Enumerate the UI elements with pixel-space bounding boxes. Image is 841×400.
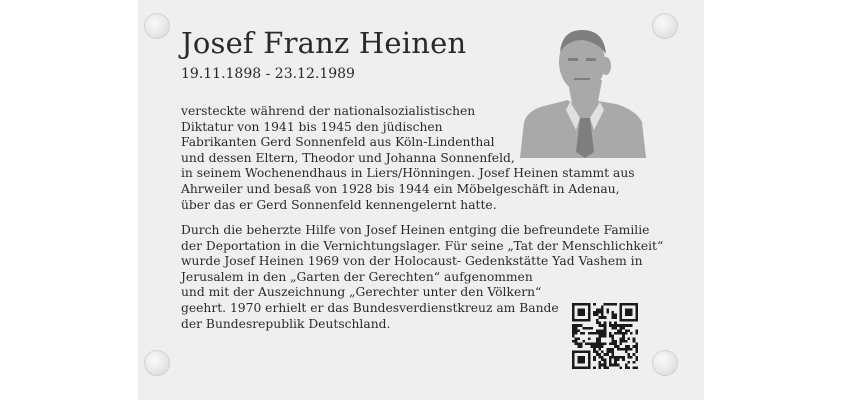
memorial-plaque [138,0,704,400]
text-line: Durch die beherzte Hilfe von Josef Heinen entging die befreundete Familie [181,223,650,237]
text-line: der Bundesrepublik Deutschland. [181,316,391,331]
text-line: Ahrweiler und besaß von 1928 bis 1944 ein Möbelgeschäft in Adenau, [181,181,620,196]
text-line: und mit der Auszeichnung „Gerechter unter den Völkern“ [181,285,542,300]
text-line: Diktatur von 1941 bis 1945 den jüdischen [181,119,443,134]
paragraph-rescue [181,104,635,213]
text-line: versteckte während der nationalsozialistischen [181,104,476,118]
screw-icon [144,350,170,376]
screw-icon [144,13,170,39]
text-line: der Deportation in die Vernichtungslager. Für seine „Tat der Menschlichkeit“ [181,238,664,253]
text-line: Fabrikanten Gerd Sonnenfeld aus Köln-Lindenthal [181,135,495,150]
plaque-title: Josef Franz Heinen [181,26,467,60]
text-line: wurde Josef Heinen 1969 von der Holocaust- Gedenkstätte Yad Vashem in [181,254,643,269]
qr-code-icon[interactable] [572,303,638,369]
text-line: Jerusalem in den „Garten der Gerechten“ aufgenommen [181,269,533,284]
screw-icon [652,350,678,376]
text-line: und dessen Eltern, Theodor und Johanna Sonnenfeld, [181,150,515,165]
text-line: über das er Gerd Sonnenfeld kennengelernt hatte. [181,197,497,212]
text-line: in seinem Wochenendhaus in Liers/Hönningen. Josef Heinen stammt aus [181,166,635,181]
life-dates: 19.11.1898 - 23.12.1989 [181,66,355,82]
text-line: geehrt. 1970 erhielt er das Bundesverdienstkreuz am Bande [181,300,559,315]
